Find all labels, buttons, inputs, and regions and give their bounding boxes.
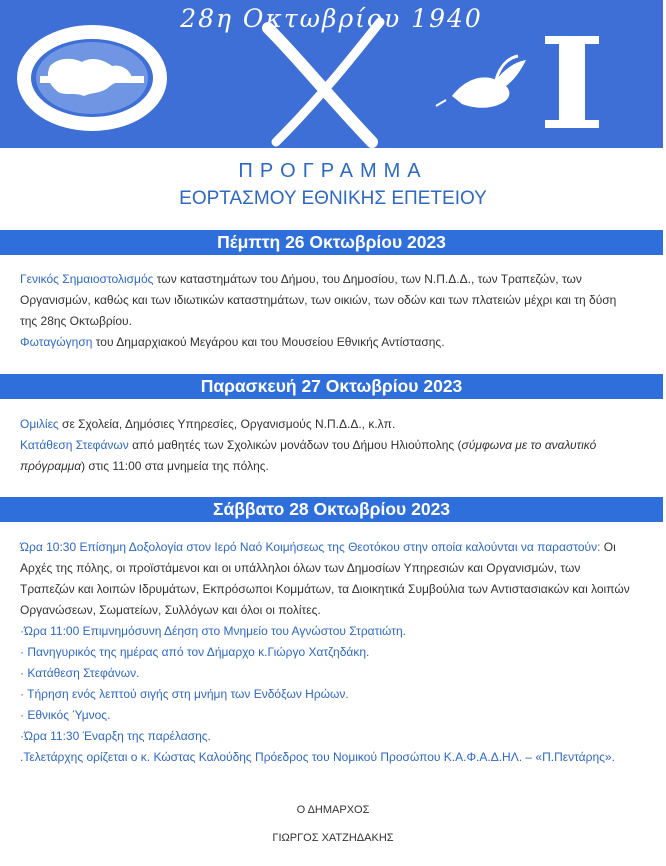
list-item: ·Ώρα 11:00 Επιμνημόσυνη Δέηση στο Μνημείο του Αγνώστου Στρατιώτη. xyxy=(20,624,406,638)
highlight-text: Ομιλίες xyxy=(20,417,59,431)
signature-block xyxy=(0,796,666,852)
italic-text: σύμφωνα με το αναλυτικό πρόγραμμα xyxy=(20,438,597,473)
body-text: του Δημαρχιακού Μεγάρου και του Μουσείου Εθνικής Αντίστασης. xyxy=(92,335,445,349)
highlight-text: Φωταγώγηση xyxy=(20,335,93,349)
banner-letter-chi-shape xyxy=(268,22,380,142)
paragraph-flag-display xyxy=(20,269,632,332)
paragraph-speeches xyxy=(20,414,632,435)
body-text: Οι Αρχές της πόλης, οι προϊστάμενοι και οι υπάλληλοι όλων των Δημοσίων Υπηρεσιών και Οργανισμών, των Τραπεζών και λοιπών Ιδρυμάτων, Εκπρόσωποι Κομμάτων, τα Διοικητικά Συμβούλια των Αντιστασιακών και λοιπών Οργανώσεων, Σωματείων, Συλλόγων και όλοι οι πολίτες. xyxy=(20,540,630,617)
day-bar-thursday: Πέμπτη 26 Οκτωβρίου 2023 xyxy=(0,230,663,255)
banner-letter-chi: Χ xyxy=(316,76,324,87)
paragraph-wreaths xyxy=(20,435,632,477)
day-section-friday xyxy=(20,414,632,477)
day-section-thursday xyxy=(20,269,632,353)
signature-name: ΓΙΩΡΓΟΣ ΧΑΤΖΗΔΑΚΗΣ xyxy=(272,832,394,844)
highlight-text: Γενικός Σημαιοστολισμός xyxy=(20,272,154,286)
body-text: των καταστημάτων του Δήμου, του Δημοσίου, των Ν.Π.Δ.Δ., των Τραπεζών, των Οργανισμών, καθώς και των ιδιωτικών καταστημάτων, των οικιών, των οδών και των πλατειών μέχρι και τη δύση της 28ης Οκτωβρίου. xyxy=(20,272,617,328)
list-item: · Τήρηση ενός λεπτού σιγής στη μνήμη των Ενδόξων Ηρώων. xyxy=(20,687,349,701)
day-bar-friday: Παρασκευή 27 Οκτωβρίου 2023 xyxy=(0,374,663,399)
day-bar-saturday: Σάββατο 28 Οκτωβρίου 2023 xyxy=(0,497,663,522)
list-item: .Τελετάρχης ορίζεται ο κ. Κώστας Καλούδης Πρόεδρος του Νομικού Προσώπου Κ.Α.Φ.Α.Δ.ΗΛ. – «Π.Πεντάρης». xyxy=(20,750,615,764)
list-item: ·Ώρα 11:30 Έναρξη της παρέλασης. xyxy=(20,729,211,743)
body-text: σε Σχολεία, Δημόσιες Υπηρεσίες, Οργανισμούς Ν.Π.Δ.Δ., κ.λπ. xyxy=(58,417,396,431)
banner-letter-iota-shape xyxy=(545,36,599,128)
day-section-saturday xyxy=(20,537,632,768)
greece-globe-icon xyxy=(24,32,160,124)
programme-subheading: ΕΟΡΤΑΣΜΟΥ ΕΘΝΙΚΗΣ ΕΠΕΤΕΙΟΥ xyxy=(179,188,487,209)
highlight-text: Ώρα 10:30 Επίσημη Δοξολογία xyxy=(20,540,184,554)
body-text: από μαθητές των Σχολικών μονάδων του Δήμου Ηλιούπολης ( xyxy=(128,438,462,452)
list-item: · Κατάθεση Στεφάνων. xyxy=(20,666,140,680)
header-banner xyxy=(0,0,663,148)
highlight-text: Κατάθεση Στεφάνων xyxy=(20,438,129,452)
dove-icon xyxy=(436,56,526,108)
paragraph-doxology xyxy=(20,537,632,621)
banner-date-title: 28η Οκτωβρίου 1940 xyxy=(180,4,483,33)
paragraph-illumination xyxy=(20,332,632,353)
programme-heading: ΠΡΟΓΡΑΜΜΑ xyxy=(238,160,428,182)
list-item: · Πανηγυρικός της ημέρας από τον Δήμαρχο κ.Γιώργο Χατζηδάκη. xyxy=(20,645,370,659)
highlight-text: στον Ιερό Ναό Κοιμήσεως της Θεοτόκου στην οποία καλούνται να παραστούν: xyxy=(183,540,601,554)
body-text: ) στις 11:00 στα μνημεία της πόλης. xyxy=(81,459,269,473)
signature-role: Ο ΔΗΜΑΡΧΟΣ xyxy=(296,804,370,816)
list-item: · Εθνικός Ύμνος. xyxy=(20,708,111,722)
